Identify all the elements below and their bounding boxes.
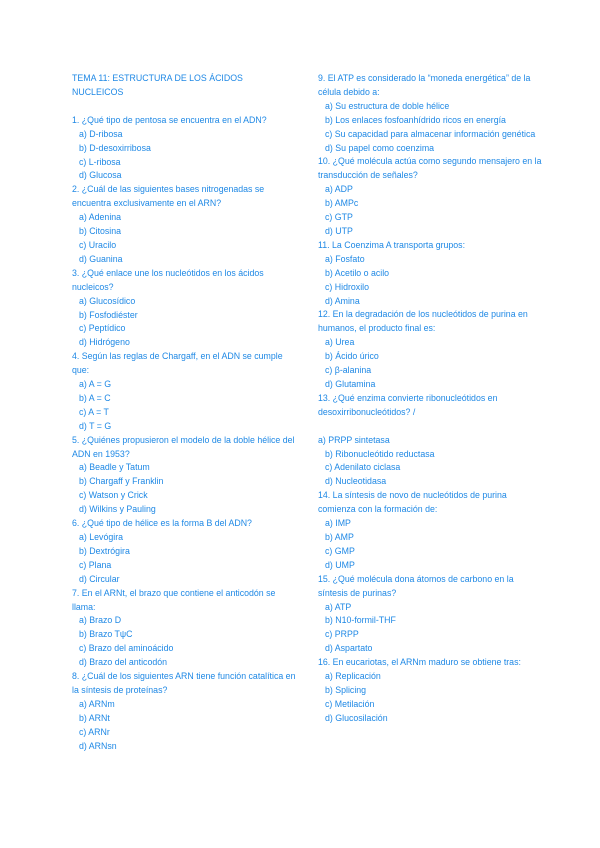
- question-block: [72, 350, 296, 433]
- answer-option: a) Levógira: [79, 532, 124, 542]
- answer-option: a) Urea: [325, 337, 355, 348]
- answer-option: a) Beadle y Tatum: [79, 462, 150, 473]
- answer-option: a) ADP: [325, 184, 353, 195]
- answer-option: d) Wilkins y Pauling: [79, 504, 156, 515]
- answer-option: b) Los enlaces fosfoanhídrido ricos en energía: [325, 114, 506, 125]
- answer-option: a) Adenina: [79, 212, 122, 223]
- answer-option: b) ARNt: [79, 712, 110, 723]
- answer-option: c) L-ribosa: [79, 156, 121, 167]
- left-question-list: [72, 114, 296, 754]
- question-block: [72, 587, 296, 670]
- answer-option: b) AMP: [325, 532, 354, 542]
- answer-option: a) IMP: [325, 518, 351, 529]
- question-text: 6. ¿Qué tipo de hélice es la forma B del ADN?: [72, 518, 252, 529]
- question-text: 9. El ATP es considerado la “moneda energética” de la célula debido a:: [318, 73, 531, 97]
- answer-options: [318, 100, 544, 156]
- answer-option: b) Dextrógira: [79, 545, 130, 556]
- question-block: [72, 517, 296, 587]
- answer-option: c) ARNr: [79, 726, 110, 737]
- answer-option: c) Plana: [79, 559, 112, 570]
- answer-option: d) Su papel como coenzima: [325, 142, 435, 153]
- answer-option: c) Hidroxilo: [325, 281, 369, 292]
- question-block: [318, 239, 544, 309]
- answer-options: [72, 128, 296, 184]
- question-text: 8. ¿Cuál de los siguientes ARN tiene función catalítica en la síntesis de proteínas?: [72, 671, 296, 695]
- question-text: 5. ¿Quiénes propusieron el modelo de la doble hélice del ADN en 1953?: [72, 434, 295, 459]
- question-block: [318, 155, 544, 238]
- blank-line: [318, 420, 544, 434]
- answer-option: b) N10-formil-THF: [325, 615, 396, 626]
- question-block: [72, 114, 296, 184]
- answer-option: b) D-desoxirribosa: [79, 142, 151, 153]
- answer-option: c) β-alanina: [325, 365, 372, 376]
- question-text: 1. ¿Qué tipo de pentosa se encuentra en el ADN?: [72, 114, 267, 125]
- question-block: [318, 392, 544, 489]
- answer-option: b) Ribonucleótido reductasa: [325, 448, 435, 459]
- answer-option: d) UMP: [325, 559, 355, 570]
- answer-option: c) Adenilato ciclasa: [325, 462, 401, 473]
- answer-option: d) Glucosa: [79, 170, 122, 181]
- answer-option: d) ARNsn: [79, 740, 117, 751]
- question-text: 7. En el ARNt, el brazo que contiene el anticodón se llama:: [72, 587, 276, 612]
- answer-option: c) Su capacidad para almacenar información genética: [325, 128, 536, 139]
- answer-option: d) Glutamina: [325, 378, 376, 389]
- answer-option: d) Hidrógeno: [79, 337, 130, 348]
- answer-option: b) AMPc: [325, 198, 359, 209]
- answer-option: d) Amina: [325, 295, 360, 306]
- answer-option: c) Watson y Crick: [79, 490, 148, 501]
- answer-option: b) Chargaff y Franklin: [79, 476, 164, 487]
- answer-option: c) PRPP: [325, 629, 359, 640]
- answer-option: c) Peptídico: [79, 323, 126, 334]
- answer-options: [72, 211, 296, 267]
- answer-options: [318, 434, 544, 490]
- answer-option: a) ARNm: [79, 698, 115, 709]
- question-text: 10. ¿Qué molécula actúa como segundo mensajero en la transducción de señales?: [318, 156, 542, 181]
- answer-option: a) Glucosídico: [79, 295, 136, 306]
- answer-option: a) D-ribosa: [79, 128, 123, 139]
- question-block: [72, 267, 296, 350]
- answer-option: a) Replicación: [325, 671, 381, 682]
- answer-option: c) GMP: [325, 545, 355, 556]
- question-text: 12. En la degradación de los nucleótidos de purina en humanos, el producto final es:: [318, 309, 528, 334]
- answer-option: b) Ácido úrico: [325, 351, 379, 362]
- answer-option: d) Nucleotidasa: [325, 476, 387, 487]
- answer-option: a) A = G: [79, 379, 112, 390]
- question-block: [72, 434, 296, 517]
- question-text: 16. En eucariotas, el ARNm maduro se obtiene tras:: [318, 657, 521, 668]
- answer-options: [318, 253, 544, 309]
- question-text: 15. ¿Qué molécula dona átomos de carbono en la síntesis de purinas?: [318, 573, 514, 598]
- answer-options: [72, 295, 296, 351]
- answer-option: d) T = G: [79, 420, 112, 431]
- answer-options: [318, 336, 544, 392]
- answer-option: d) Glucosilación: [325, 712, 388, 723]
- answer-option: c) Metilación: [325, 698, 375, 709]
- answer-option: b) Brazo TψC: [79, 629, 133, 640]
- answer-option: b) Fosfodiéster: [79, 309, 138, 320]
- answer-option: a) Brazo D: [79, 615, 122, 626]
- question-block: [318, 573, 544, 656]
- answer-option: c) GTP: [325, 212, 353, 223]
- left-column: [72, 72, 296, 754]
- answer-option: b) A = C: [79, 392, 111, 403]
- answer-option: b) Citosina: [79, 226, 122, 237]
- answer-option: d) Guanina: [79, 253, 123, 264]
- answer-option: d) Circular: [79, 573, 120, 584]
- answer-option: c) Brazo del aminoácido: [79, 643, 174, 654]
- question-text: 14. La síntesis de novo de nucleótidos de purina comienza con la formación de:: [318, 490, 507, 515]
- answer-option: b) Acetilo o acilo: [325, 267, 390, 278]
- answer-option: c) A = T: [79, 406, 109, 417]
- answer-options: [72, 378, 296, 434]
- question-block: [318, 489, 544, 572]
- answer-option: a) PRPP sintetasa: [318, 434, 390, 445]
- question-text: 4. Según las reglas de Chargaff, en el ADN se cumple que:: [72, 351, 283, 376]
- answer-option: d) Aspartato: [325, 643, 373, 654]
- answer-options: [72, 461, 296, 517]
- right-question-list: [318, 72, 544, 726]
- answer-options: [72, 698, 296, 754]
- answer-options: [72, 531, 296, 587]
- question-text: 13. ¿Qué enzima convierte ribonucleótidos en desoxirribonucleótidos? /: [318, 392, 498, 417]
- answer-options: [318, 517, 544, 573]
- answer-option: a) Fosfato: [325, 253, 365, 264]
- question-block: [318, 72, 544, 155]
- answer-option: a) ATP: [325, 601, 352, 612]
- question-text: 2. ¿Cuál de las siguientes bases nitrogenadas se encuentra exclusivamente en el ARN?: [72, 184, 265, 209]
- answer-option: d) Brazo del anticodón: [79, 657, 168, 668]
- question-block: [72, 670, 296, 753]
- answer-option: a) Su estructura de doble hélice: [325, 100, 450, 111]
- page-title: TEMA 11: ESTRUCTURA DE LOS ÁCIDOS NUCLEICOS: [72, 73, 243, 97]
- answer-options: [318, 601, 544, 657]
- question-block: [72, 183, 296, 266]
- answer-option: c) Uracilo: [79, 239, 117, 250]
- right-column: [318, 72, 544, 726]
- question-block: [318, 308, 544, 391]
- answer-options: [72, 614, 296, 670]
- answer-option: d) UTP: [325, 225, 353, 236]
- answer-options: [318, 670, 544, 726]
- answer-option: b) Splicing: [325, 684, 367, 695]
- question-text: 11. La Coenzima A transporta grupos:: [318, 239, 466, 250]
- question-text: 3. ¿Qué enlace une los nucleótidos en los ácidos nucleicos?: [72, 267, 264, 292]
- question-block: [318, 656, 544, 726]
- answer-options: [318, 183, 544, 239]
